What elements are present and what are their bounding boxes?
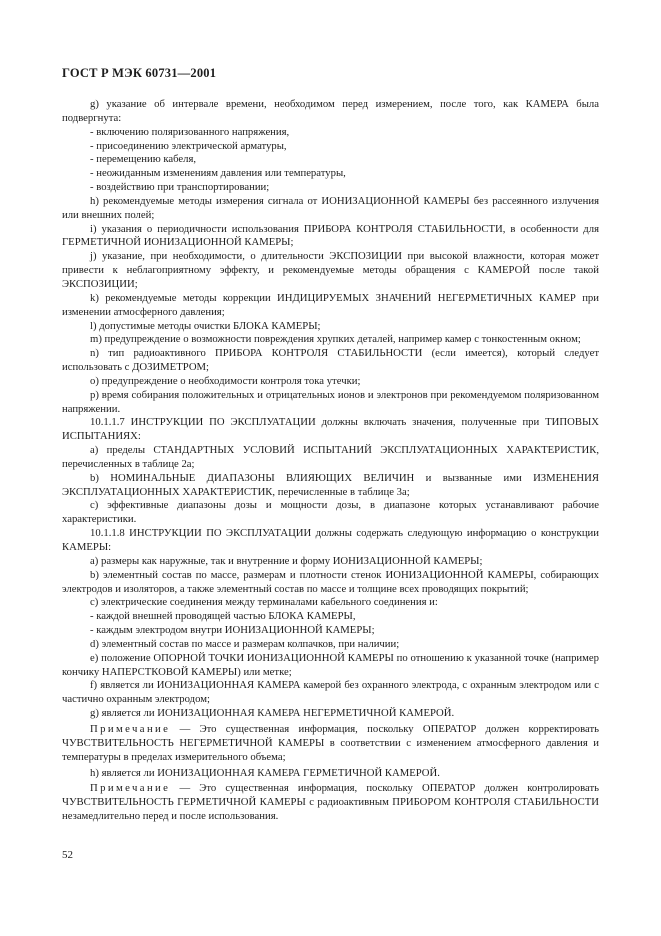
body-paragraph: g) является ли ИОНИЗАЦИОННАЯ КАМЕРА НЕГЕРМЕТИЧНОЙ КАМЕРОЙ. [90,707,455,720]
body-paragraph: c) электрические соединения между терминалами кабельного соединения и: [90,596,438,609]
note-paragraph [62,723,599,765]
page-header-title: ГОСТ Р МЭК 60731—2001 [62,66,217,80]
body-paragraph: j) указание, при необходимости, о длительности ЭКСПОЗИЦИИ при высокой влажности, которая может привести к неблагоприятному эффекту, и рекомендуемые методы обращения с КАМЕРОЙ после такой ЭКСПОЗИЦИИ; [62,250,599,290]
body-paragraph: i) указания о периодичности использования ПРИБОРА КОНТРОЛЯ СТАБИЛЬНОСТИ, в особенности для ГЕРМЕТИЧНОЙ ИОНИЗАЦИОННОЙ КАМЕРЫ; [62,222,599,249]
body-paragraph: - воздействию при транспортировании; [90,181,270,194]
note-text: — Это существенная информация, поскольку ОПЕРАТОР должен корректировать ЧУВСТВИТЕЛЬНОСТЬ НЕГЕРМЕТИЧНОЙ КАМЕРЫ в соответствии с изменением атмосферного давления и температуры в пределах измерительного объема; [62,722,599,763]
body-paragraph: b) элементный состав по массе, размерам и плотности стенок ИОНИЗАЦИОННОЙ КАМЕРЫ, собирающих электродов и изоляторов, а также элементный состав по массе и толщине всех проводящих покрытий; [62,568,599,595]
body-paragraph: - неожиданным изменениям давления или температуры, [90,167,346,180]
body-paragraph: a) пределы СТАНДАРТНЫХ УСЛОВИЙ ИСПЫТАНИЙ ЭКСПЛУАТАЦИОННЫХ ХАРАКТЕРИСТИК, перечисленных в таблице 2а; [62,444,599,470]
body-paragraph: 10.1.1.7 ИНСТРУКЦИИ ПО ЭКСПЛУАТАЦИИ должны включать значения, полученные при ТИПОВЫХ ИСПЫТАНИЯХ: [62,416,599,443]
body-paragraph: h) является ли ИОНИЗАЦИОННАЯ КАМЕРА ГЕРМЕТИЧНОЙ КАМЕРОЙ. [90,766,440,779]
body-paragraph: g) указание об интервале времени, необходимом перед измерением, после того, как КАМЕРА была подвергнута: [62,98,599,124]
body-paragraph: a) размеры как наружные, так и внутренние и форму ИОНИЗАЦИОННОЙ КАМЕРЫ; [90,554,483,567]
note-paragraph [62,782,599,824]
body-paragraph: b) НОМИНАЛЬНЫЕ ДИАПАЗОНЫ ВЛИЯЮЩИХ ВЕЛИЧИН и вызванные ими ИЗМЕНЕНИЯ ЭКСПЛУАТАЦИОННЫХ ХАРАКТЕРИСТИК, перечисленные в таблице 3а; [62,471,599,498]
body-paragraph: k) рекомендуемые методы коррекции ИНДИЦИРУЕМЫХ ЗНАЧЕНИЙ НЕГЕРМЕТИЧНЫХ КАМЕР при изменении атмосферного давления; [62,291,599,318]
note-heading: Примечание [90,782,171,795]
body-paragraph: f) является ли ИОНИЗАЦИОННАЯ КАМЕРА камерой без охранного электрода, с охранным электродом или с частично охранным электродом; [62,679,599,706]
body-paragraph: p) время собирания положительных и отрицательных ионов и электронов при рекомендуемом поляризованном напряжении. [62,388,599,415]
body-paragraph: c) эффективные диапазоны дозы и мощности дозы, в диапазоне которых устанавливают рабочие характеристики. [62,499,599,526]
page-number: 52 [62,849,73,861]
body-paragraph: m) предупреждение о возможности повреждения хрупких деталей, например камер с тонкостенным окном; [90,333,581,346]
note-text: — Это существенная информация, поскольку ОПЕРАТОР должен контролировать ЧУВСТВИТЕЛЬНОСТЬ ГЕРМЕТИЧНОЙ КАМЕРЫ с радиоактивным ПРИБОРОМ КОНТРОЛЯ СТАБИЛЬНОСТИ незамедлительно перед и после использования. [62,782,599,823]
note-heading: Примечание [90,722,171,735]
body-paragraph: - присоединению электрической арматуры, [90,139,287,152]
body-paragraph: - включению поляризованного напряжения, [90,125,290,138]
body-paragraph: d) элементный состав по массе и размерам колпачков, при наличии; [90,637,400,650]
body-paragraph: o) предупреждение о необходимости контроля тока утечки; [90,374,361,387]
body-paragraph: l) допустимые методы очистки БЛОКА КАМЕРЫ; [90,319,321,332]
document-body [62,98,599,826]
body-paragraph: - перемещению кабеля, [90,153,197,166]
body-paragraph: n) тип радиоактивного ПРИБОРА КОНТРОЛЯ СТАБИЛЬНОСТИ (если имеется), который следует использовать с ДОЗИМЕТРОМ; [62,347,599,374]
body-paragraph: - каждым электродом внутри ИОНИЗАЦИОННОЙ КАМЕРЫ; [90,624,375,637]
body-paragraph: h) рекомендуемые методы измерения сигнала от ИОНИЗАЦИОННОЙ КАМЕРЫ без рассеянного излучения или внешних полей; [62,194,599,221]
body-paragraph: 10.1.1.8 ИНСТРУКЦИИ ПО ЭКСПЛУАТАЦИИ должны содержать следующую информацию о конструкции КАМЕРЫ: [62,527,599,553]
body-paragraph: e) положение ОПОРНОЙ ТОЧКИ ИОНИЗАЦИОННОЙ КАМЕРЫ по отношению к указанной точке (например кончику НАПЕРСТКОВОЙ КАМЕРЫ) или метке; [62,651,599,678]
body-paragraph: - каждой внешней проводящей частью БЛОКА КАМЕРЫ, [90,610,356,623]
